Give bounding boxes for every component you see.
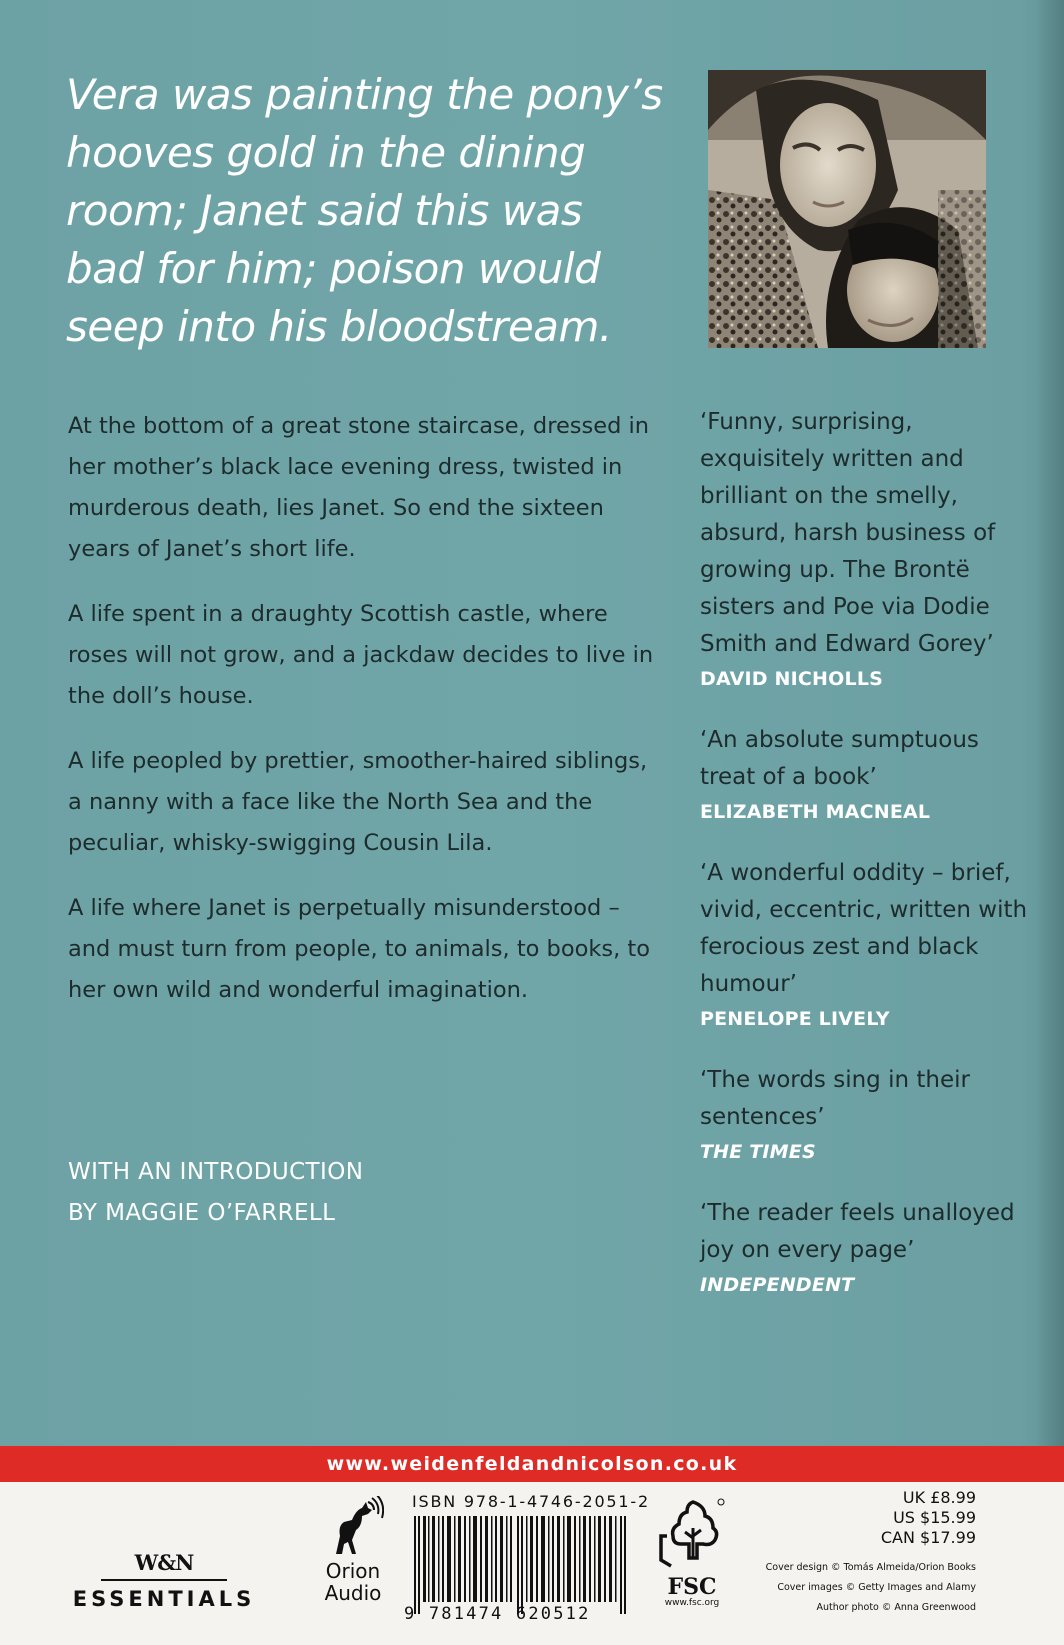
author-photo xyxy=(708,70,986,348)
review xyxy=(700,1195,1030,1302)
orion-audio-logo xyxy=(318,1496,388,1604)
review-source: PENELOPE LIVELY xyxy=(700,1008,890,1030)
review-quote: ‘The words sing in their sentences’ xyxy=(700,1067,970,1130)
author-photo-image xyxy=(708,70,986,348)
footer xyxy=(0,1482,1064,1645)
review-source: DAVID NICHOLLS xyxy=(700,668,884,690)
blurb-paragraph: At the bottom of a great stone staircase, dressed in her mother’s black lace evening dress, twisted in murderous death, lies Janet. So end the sixteen years of Janet’s short life. xyxy=(68,413,650,562)
blurb-paragraph: A life peopled by prettier, smoother-haired siblings, a nanny with a face like the North Sea and the peculiar, whisky-swigging Cousin Lila. xyxy=(68,748,648,856)
review-quotes xyxy=(700,404,1030,1328)
blurb-paragraph: A life spent in a draughty Scottish castle, where roses will not grow, and a jackdaw decides to live in the doll’s house. xyxy=(68,601,654,709)
introduction-credit xyxy=(68,1152,668,1234)
review xyxy=(700,1062,1030,1169)
lead-quote: Vera was painting the pony’s hooves gold in the dining room; Janet said this was bad for him; poison would seep into his bloodstream. xyxy=(66,70,663,351)
credit-line: Author photo © Anna Greenwood xyxy=(816,1602,976,1613)
review xyxy=(700,404,1030,696)
credit-line: Cover design © Tomás Almeida/Orion Books xyxy=(765,1562,976,1573)
barcode-icon xyxy=(412,1516,628,1614)
review-source: INDEPENDENT xyxy=(700,1274,855,1296)
barcode-digits: 9 781474 620512 xyxy=(404,1604,591,1624)
fsc-logo xyxy=(652,1496,732,1608)
review-quote: ‘An absolute sumptuous treat of a book’ xyxy=(700,727,979,790)
introduction-line: WITH AN INTRODUCTION xyxy=(68,1159,364,1185)
logo-rule xyxy=(101,1579,227,1581)
spine-shadow xyxy=(1036,0,1064,1460)
price: CAN $17.99 xyxy=(880,1528,976,1547)
isbn: ISBN 978-1-4746-2051-2 xyxy=(412,1492,650,1511)
review-quote: ‘A wonderful oddity – brief, vivid, eccentric, written with ferocious zest and black humour’ xyxy=(700,860,1028,997)
review xyxy=(700,722,1030,829)
price: US $15.99 xyxy=(893,1508,976,1527)
audio-line: Audio xyxy=(324,1581,382,1605)
review-source: ELIZABETH MACNEAL xyxy=(700,801,931,823)
audio-line: Orion xyxy=(325,1559,381,1583)
fsc-url: www.fsc.org xyxy=(664,1598,720,1608)
review xyxy=(700,855,1030,1036)
review-source: THE TIMES xyxy=(700,1141,816,1163)
imprint-mark: W&N xyxy=(134,1550,194,1575)
price-list xyxy=(881,1488,976,1548)
introduction-line: BY MAGGIE O’FARRELL xyxy=(68,1200,336,1226)
greyhound-icon xyxy=(322,1496,384,1558)
publisher-website: www.weidenfeldandnicolson.co.uk xyxy=(0,1446,1064,1482)
fsc-word: FSC xyxy=(667,1574,717,1600)
blurb-paragraph: A life where Janet is perpetually misunderstood – and must turn from people, to animals, to books, to her own wild and wonderful imagination. xyxy=(68,895,651,1003)
imprint-word: ESSENTIALS xyxy=(72,1587,256,1611)
review-quote: ‘Funny, surprising, exquisitely written and brilliant on the smelly, absurd, harsh business of growing up. The Brontë sisters and Poe via Dodie Smith and Edward Gorey’ xyxy=(700,409,996,657)
blurb xyxy=(68,406,668,1035)
credit-line: Cover images © Getty Images and Alamy xyxy=(777,1582,976,1593)
review-quote: ‘The reader feels unalloyed joy on every page’ xyxy=(700,1200,1015,1263)
fsc-tree-icon xyxy=(657,1496,727,1572)
price: UK £8.99 xyxy=(902,1488,976,1507)
wn-essentials-logo xyxy=(64,1550,264,1611)
cover-credits xyxy=(766,1558,976,1618)
